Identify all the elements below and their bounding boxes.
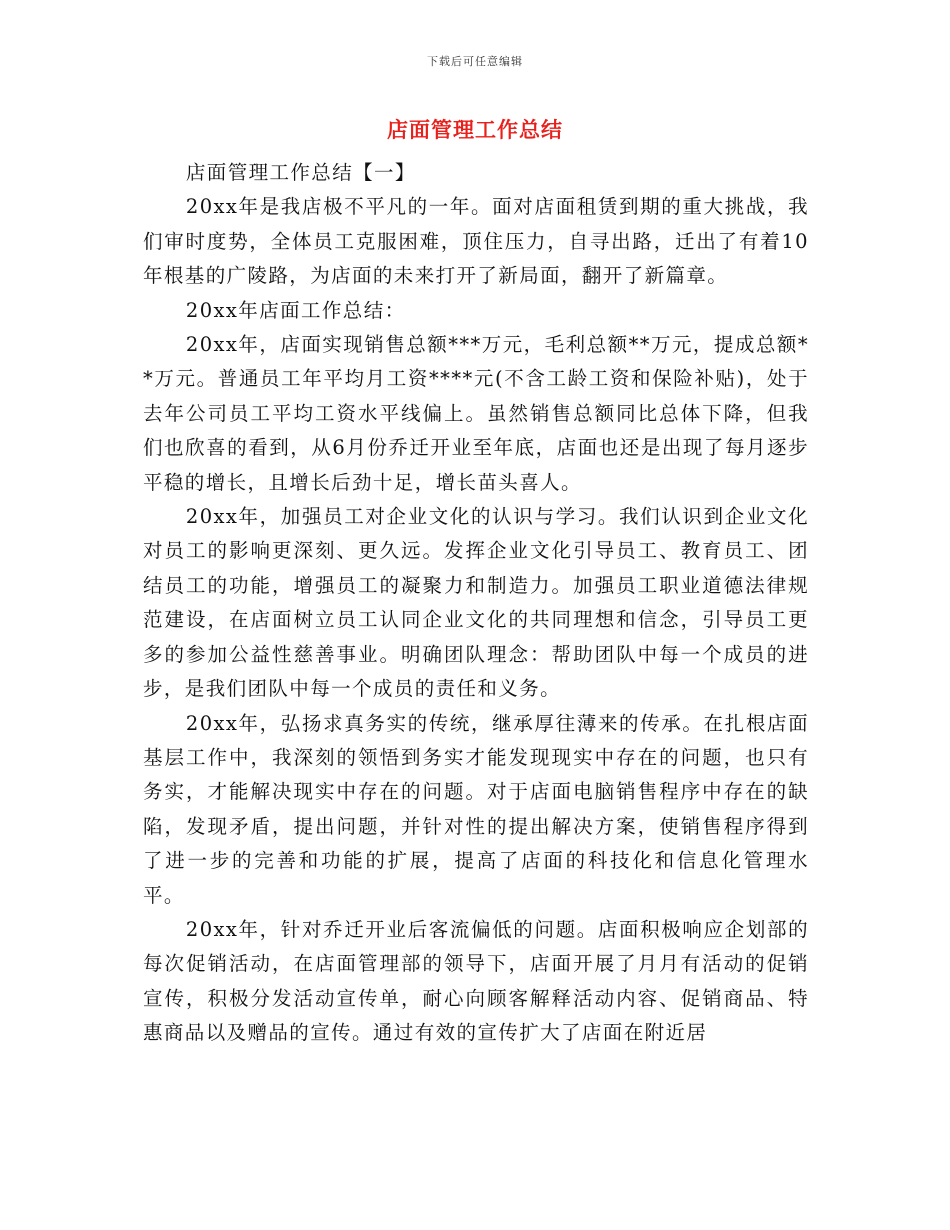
document-body	[143, 156, 809, 1051]
paragraph: 20xx年，加强员工对企业文化的认识与学习。我们认识到企业文化对员工的影响更深刻、更久远。发挥企业文化引导员工、教育员工、团结员工的功能，增强员工的凝聚力和制造力。加强员工职业道德法律规范建设，在店面树立员工认同企业文化的共同理想和信念，引导员工更多的参加公益性慈善事业。明确团队理念：帮助团队中每一个成员的进步，是我们团队中每一个成员的责任和义务。	[143, 505, 809, 701]
header-note: 下载后可任意编辑	[427, 55, 523, 68]
paragraph: 20xx年是我店极不平凡的一年。面对店面租赁到期的重大挑战，我们审时度势，全体员工克服困难，顶住压力，自寻出路，迁出了有着10年根基的广陵路，为店面的未来打开了新局面，翻开了新篇章。	[143, 195, 809, 288]
section-heading: 店面管理工作总结【一】	[185, 161, 416, 184]
paragraph: 20xx年店面工作总结：	[185, 298, 406, 322]
paragraph: 20xx年，店面实现销售总额***万元，毛利总额**万元，提成总额**万元。普通员工年平均月工资****元(不含工龄工资和保险补贴)，处于去年公司员工平均工资水平线偏上。虽然销售总额同比总体下降，但我们也欣喜的看到，从6月份乔迁开业至年底，店面也还是出现了每月逐步平稳的增长，且增长后劲十足，增长苗头喜人。	[143, 333, 809, 494]
paragraph: 20xx年，弘扬求真务实的传统，继承厚往薄来的传承。在扎根店面基层工作中，我深刻的领悟到务实才能发现现实中存在的问题，也只有务实，才能解决现实中存在的问题。对于店面电脑销售程序中存在的缺陷，发现矛盾，提出问题，并针对性的提出解决方案，使销售程序得到了进一步的完善和功能的扩展，提高了店面的科技化和信息化管理水平。	[143, 711, 809, 907]
paragraph: 20xx年，针对乔迁开业后客流偏低的问题。店面积极响应企划部的每次促销活动，在店面管理部的领导下，店面开展了月月有活动的促销宣传，积极分发活动宣传单，耐心向顾客解释活动内容、促销商品、特惠商品以及赠品的宣传。通过有效的宣传扩大了店面在附近居	[143, 917, 809, 1045]
document-title: 店面管理工作总结	[387, 118, 563, 142]
